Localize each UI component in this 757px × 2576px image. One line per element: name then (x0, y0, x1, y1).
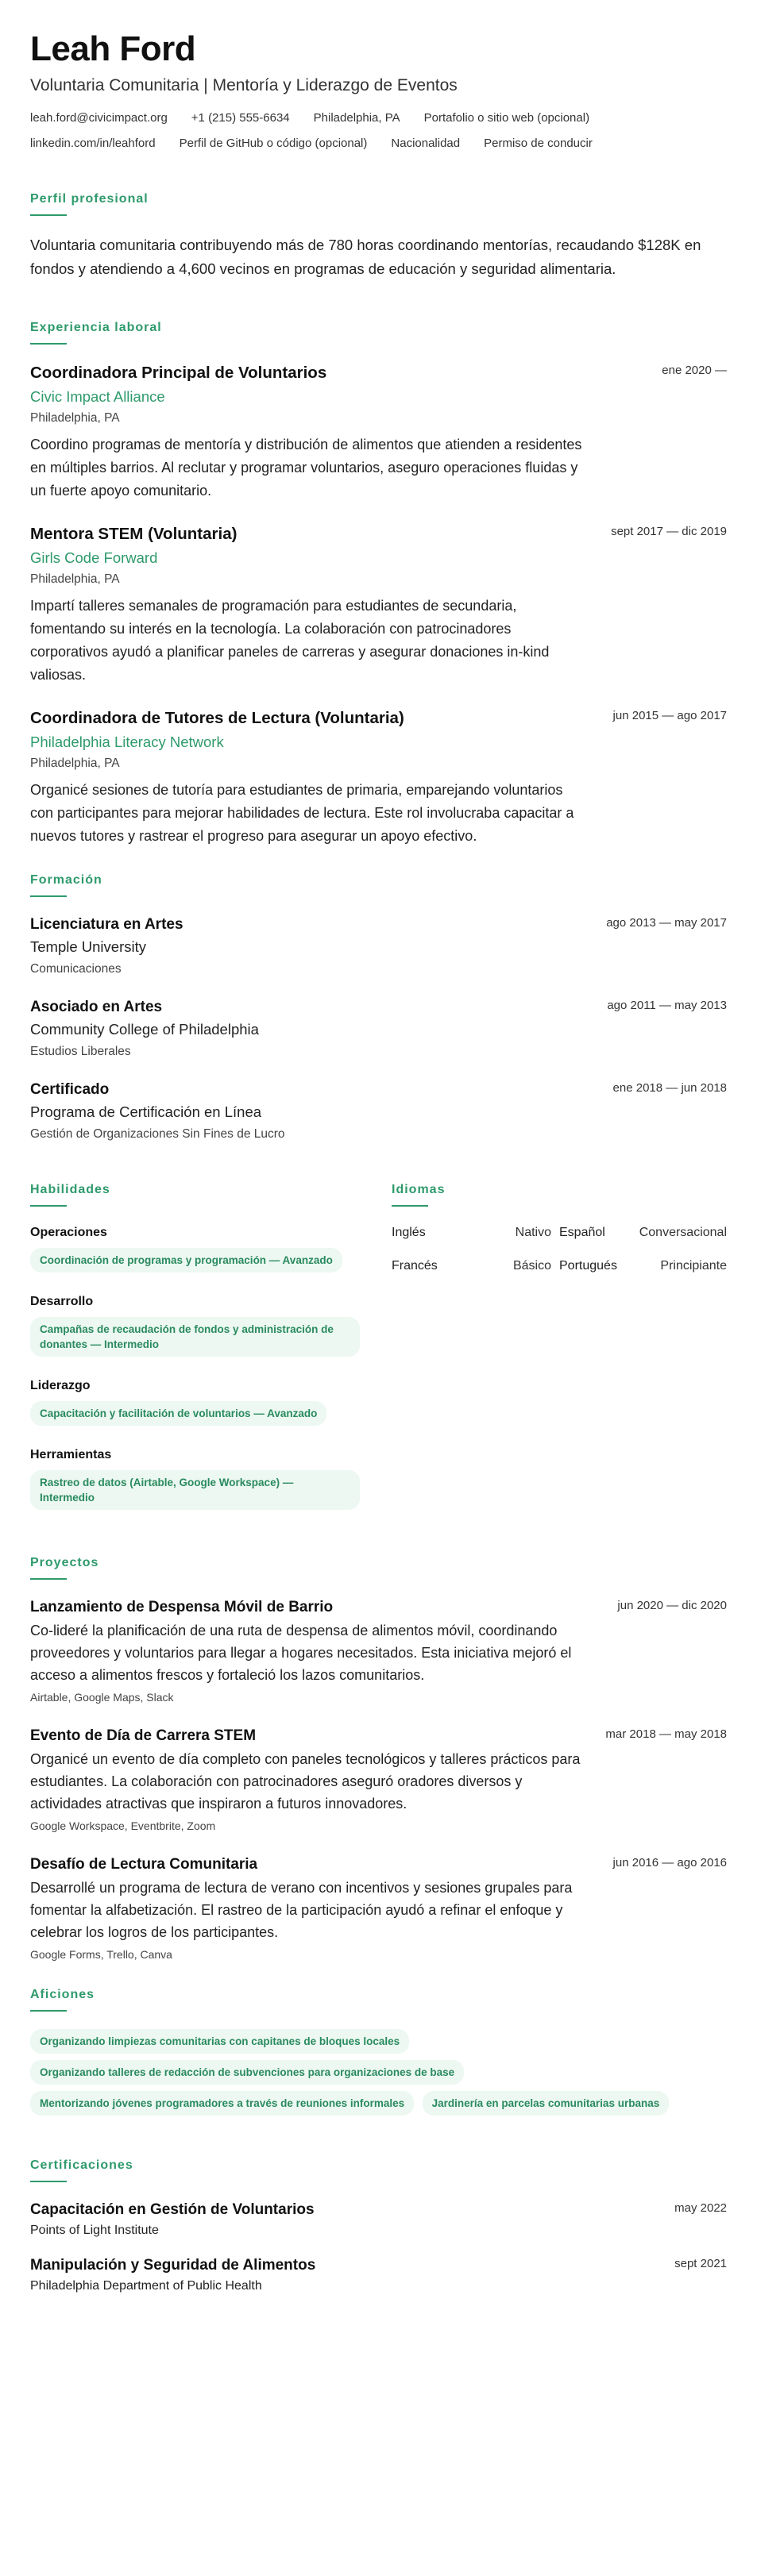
education-school: Temple University (30, 938, 146, 955)
hobby-list (30, 2029, 721, 2122)
section-divider (30, 343, 67, 345)
profile-summary: Voluntaria comunitaria contribuyendo más de 780 horas coordinando mentorías, recaudando $128K en fondos y atendiendo a 4,600 vecinos en programas de educación y seguridad alimentaria. (30, 237, 701, 277)
hobby-chip: Jardinería en parcelas comunitarias urbanas (423, 2091, 670, 2116)
languages-section (392, 1181, 727, 1531)
contact-email[interactable]: leah.ford@civicimpact.org (30, 111, 168, 125)
skill-chip: Campañas de recaudación de fondos y administración de donantes — Intermedio (30, 1317, 360, 1357)
job-company: Girls Code Forward (30, 549, 158, 566)
project-entry (30, 1726, 727, 1834)
project-tools: Airtable, Google Maps, Slack (30, 1691, 174, 1704)
language-level: Principiante (660, 1259, 727, 1273)
job-description: Organicé sesiones de tutoría para estudiantes de primaria, emparejando voluntarios con participantes para mejorar habilidades de lectura. Este rol involucraba capacitar a nuevos tutores y rastrear el progreso para asegurar un apoyo efectivo. (30, 782, 574, 844)
language-name: Español (559, 1226, 605, 1239)
section-divider (30, 1578, 67, 1580)
hobby-chip: Mentorizando jóvenes programadores a través de reuniones informales (30, 2091, 414, 2116)
skills-section (30, 1181, 392, 1531)
certification-name: Manipulación y Seguridad de Alimentos (30, 2257, 316, 2274)
language-item (392, 1224, 559, 1242)
education-degree: Licenciatura en Artes (30, 916, 183, 933)
job-location: Philadelphia, PA (30, 411, 120, 425)
section-title: Formación (30, 873, 102, 887)
education-degree: Certificado (30, 1081, 110, 1098)
certification-entry (30, 2255, 727, 2295)
hobby-chip: Organizando limpiezas comunitarias con capitanes de bloques locales (30, 2029, 409, 2054)
certification-date: sept 2021 (674, 2257, 727, 2270)
skill-category: Herramientas (30, 1448, 112, 1461)
education-field: Gestión de Organizaciones Sin Fines de Lucro (30, 1127, 285, 1141)
certification-issuer: Philadelphia Department of Public Health (30, 2279, 262, 2293)
section-divider (30, 2181, 67, 2182)
project-date: jun 2020 — dic 2020 (617, 1599, 727, 1612)
job-date: sept 2017 — dic 2019 (611, 525, 727, 538)
certification-entry (30, 2200, 727, 2239)
language-name: Inglés (392, 1226, 426, 1239)
skill-chip: Capacitación y facilitación de voluntarios — Avanzado (30, 1401, 326, 1426)
language-item (392, 1257, 559, 1275)
skill-group (30, 1377, 392, 1432)
language-item (559, 1257, 727, 1275)
contact-nationality: Nacionalidad (391, 137, 461, 150)
language-level: Nativo (515, 1226, 551, 1239)
job-entry (30, 707, 727, 848)
project-tools: Google Forms, Trello, Canva (30, 1948, 172, 1961)
hobby-chip: Organizando talleres de redacción de subvenciones para organizaciones de base (30, 2060, 464, 2085)
language-name: Portugués (559, 1259, 617, 1273)
project-name: Desafío de Lectura Comunitaria (30, 1856, 258, 1873)
education-field: Estudios Liberales (30, 1045, 131, 1058)
project-name: Lanzamiento de Despensa Móvil de Barrio (30, 1599, 334, 1615)
education-date: ago 2011 — may 2013 (607, 999, 727, 1012)
section-divider (30, 895, 67, 897)
contact-location: Philadelphia, PA (313, 111, 400, 125)
profile-section (30, 191, 727, 281)
section-title: Perfil profesional (30, 192, 149, 206)
education-date: ene 2018 — jun 2018 (612, 1081, 727, 1095)
projects-section (30, 1554, 727, 1962)
section-title: Experiencia laboral (30, 321, 162, 334)
project-entry (30, 1597, 727, 1705)
job-entry (30, 523, 727, 687)
job-location: Philadelphia, PA (30, 572, 120, 586)
certifications-section (30, 2157, 727, 2295)
candidate-name: Leah Ford (30, 29, 196, 68)
certification-name: Capacitación en Gestión de Voluntarios (30, 2201, 315, 2218)
job-company: Philadelphia Literacy Network (30, 734, 224, 750)
education-date: ago 2013 — may 2017 (606, 916, 727, 930)
contact-portfolio[interactable]: Portafolio o sitio web (opcional) (423, 111, 590, 125)
section-title: Proyectos (30, 1556, 99, 1569)
job-role: Coordinadora Principal de Voluntarios (30, 364, 327, 382)
education-school: Programa de Certificación en Línea (30, 1103, 262, 1120)
project-description: Desarrollé un programa de lectura de verano con incentivos y sesiones grupales para fomentar la alfabetización. El rastreo de la participación ayudó a refinar el enfoque y celebrar los logros de los participantes. (30, 1880, 573, 1940)
skills-languages-row (30, 1181, 727, 1531)
language-name: Francés (392, 1259, 438, 1273)
section-divider (30, 214, 67, 216)
section-divider (30, 2010, 67, 2012)
hobbies-section (30, 1986, 727, 2122)
job-date: ene 2020 — (662, 364, 727, 377)
job-description: Coordino programas de mentoría y distribución de alimentos que atienden a residentes en múltiples barrios. Al reclutar y programar voluntarios, aseguro operaciones fluidas y un fuerte apoyo comunitario. (30, 437, 582, 499)
section-divider (392, 1205, 428, 1207)
education-section (30, 872, 727, 1143)
language-level: Básico (512, 1259, 551, 1273)
candidate-headline: Voluntaria Comunitaria | Mentoría y Liderazgo de Eventos (30, 76, 458, 94)
project-date: mar 2018 — may 2018 (605, 1727, 727, 1741)
skill-category: Operaciones (30, 1226, 107, 1239)
section-title: Aficiones (30, 1988, 95, 2001)
job-location: Philadelphia, PA (30, 757, 120, 770)
skill-category: Desarrollo (30, 1295, 94, 1308)
resume-header (30, 29, 727, 152)
education-school: Community College of Philadelphia (30, 1021, 259, 1038)
skill-category: Liderazgo (30, 1379, 91, 1392)
contact-list (30, 110, 713, 152)
contact-linkedin[interactable]: linkedin.com/in/leahford (30, 137, 156, 150)
certification-date: may 2022 (674, 2201, 727, 2215)
project-description: Organicé un evento de día completo con paneles tecnológicos y talleres prácticos para estudiantes. La colaboración con patrocinadores aseguró oradores diversos y actividades atractivas que inspiraron a futuros innovadores. (30, 1751, 581, 1812)
education-entry (30, 1080, 727, 1143)
section-title: Habilidades (30, 1183, 110, 1196)
education-field: Comunicaciones (30, 962, 122, 976)
section-title: Idiomas (392, 1183, 446, 1196)
job-role: Mentora STEM (Voluntaria) (30, 525, 238, 543)
language-row (392, 1257, 727, 1275)
contact-license: Permiso de conducir (484, 137, 593, 150)
skill-group (30, 1446, 392, 1516)
experience-section (30, 319, 727, 848)
skill-chip: Rastreo de datos (Airtable, Google Workspace) — Intermedio (30, 1470, 360, 1510)
certification-issuer: Points of Light Institute (30, 2224, 159, 2237)
project-name: Evento de Día de Carrera STEM (30, 1727, 257, 1744)
section-title: Certificaciones (30, 2158, 133, 2172)
education-degree: Asociado en Artes (30, 999, 163, 1015)
education-entry (30, 997, 727, 1061)
language-item (559, 1224, 727, 1242)
section-divider (30, 1205, 67, 1207)
project-date: jun 2016 — ago 2016 (612, 1856, 727, 1869)
job-description: Impartí talleres semanales de programación para estudiantes de secundaria, fomentando su interés en la tecnología. La colaboración con patrocinadores corporativos ayudó a planificar paneles de carreras y asegurar donaciones in-kind valiosas. (30, 598, 550, 683)
skill-group (30, 1293, 392, 1363)
language-row (392, 1224, 727, 1242)
project-entry (30, 1854, 727, 1962)
skill-group (30, 1224, 392, 1279)
project-tools: Google Workspace, Eventbrite, Zoom (30, 1819, 216, 1832)
project-description: Co-lideré la planificación de una ruta de despensa de alimentos móvil, coordinando proveedores y voluntarios para llegar a hogares necesitados. Esta iniciativa mejoró el acceso a alimentos frescos y fortaleció los lazos comunitarios. (30, 1623, 572, 1683)
language-level: Conversacional (639, 1226, 727, 1239)
contact-phone[interactable]: +1 (215) 555-6634 (191, 111, 290, 125)
job-role: Coordinadora de Tutores de Lectura (Voluntaria) (30, 709, 404, 727)
education-entry (30, 914, 727, 978)
job-company: Civic Impact Alliance (30, 388, 165, 405)
job-date: jun 2015 — ago 2017 (612, 709, 727, 722)
contact-github[interactable]: Perfil de GitHub o código (opcional) (179, 137, 368, 150)
skill-chip: Coordinación de programas y programación — Avanzado (30, 1248, 342, 1273)
job-entry (30, 362, 727, 502)
